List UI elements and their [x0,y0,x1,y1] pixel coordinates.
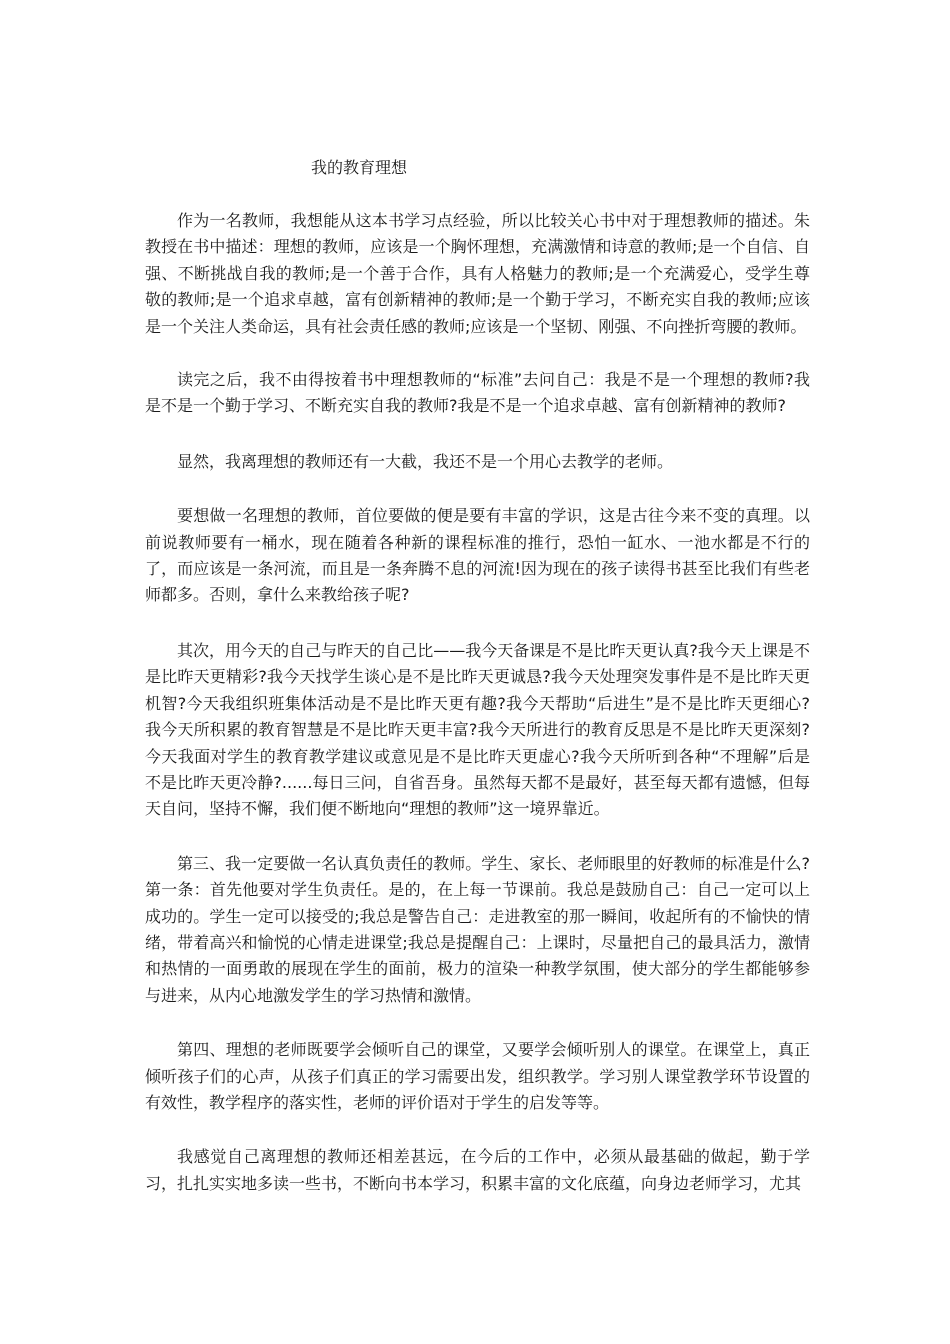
document-body [145,208,810,1225]
paragraph: 其次，用今天的自己与昨天的自己比——我今天备课是不是比昨天更认真?我今天上课是不是比昨天更精彩?我今天找学生谈心是不是比昨天更诚恳?我今天处理突发事件是不是比昨天更机智?今天我组织班集体活动是不是比昨天更有趣?我今天帮助“后进生”是不是比昨天更细心?我今天所积累的教育智慧是不是比昨天更丰富?我今天所进行的教育反思是不是比昨天更深刻?今天我面对学生的教育教学建议或意见是不是比昨天更虚心?我今天所听到各种“不理解”后是不是比昨天更冷静?......每日三问，自省吾身。虽然每天都不是最好，甚至每天都有遗憾，但每天自问，坚持不懈，我们便不断地向“理想的教师”这一境界靠近。 [145,640,810,819]
paragraph: 显然，我离理想的教师还有一大截，我还不是一个用心去教学的老师。 [177,451,674,471]
paragraph: 我感觉自己离理想的教师还相差甚远，在今后的工作中，必须从最基础的做起，勤于学习，扎扎实实地多读一些书，不断向书本学习，积累丰富的文化底蕴，向身边老师学习，尤其 [145,1147,810,1193]
document-title: 我的教育理想 [311,158,408,177]
paragraph: 第四、理想的老师既要学会倾听自己的课堂，又要学会倾听别人的课堂。在课堂上，真正倾听孩子们的心声，从孩子们真正的学习需要出发，组织教学。学习别人课堂教学环节设置的有效性，教学程序的落实性，老师的评价语对于学生的启发等等。 [145,1040,810,1112]
paragraph: 读完之后，我不由得按着书中理想教师的“标准”去问自己：我是不是一个理想的教师?我是不是一个勤于学习、不断充实自我的教师?我是不是一个追求卓越、富有创新精神的教师? [145,370,810,416]
paragraph: 作为一名教师，我想能从这本书学习点经验，所以比较关心书中对于理想教师的描述。朱教授在书中描述：理想的教师，应该是一个胸怀理想，充满激情和诗意的教师;是一个自信、自强、不断挑战自我的教师;是一个善于合作，具有人格魅力的教师;是一个充满爱心，受学生尊敬的教师;是一个追求卓越，富有创新精神的教师;是一个勤于学习，不断充实自我的教师;应该是一个关注人类命运，具有社会责任感的教师;应该是一个坚韧、刚强、不向挫折弯腰的教师。 [145,211,810,336]
paragraph: 第三、我一定要做一名认真负责任的教师。学生、家长、老师眼里的好教师的标准是什么?第一条：首先他要对学生负责任。是的，在上每一节课前。我总是鼓励自己：自己一定可以上成功的。学生一定可以接受的;我总是警告自己：走进教室的那一瞬间，收起所有的不愉快的情绪，带着高兴和愉悦的心情走进课堂;我总是提醒自己：上课时，尽量把自己的最具活力，激情和热情的一面勇敢的展现在学生的面前，极力的渲染一种教学氛围，使大部分的学生都能够参与进来，从内心地激发学生的学习热情和激情。 [145,853,810,1005]
paragraph: 要想做一名理想的教师，首位要做的便是要有丰富的学识，这是古往今来不变的真理。以前说教师要有一桶水，现在随着各种新的课程标准的推行，恐怕一缸水、一池水都是不行的了，而应该是一条河流，而且是一条奔腾不息的河流!因为现在的孩子读得书甚至比我们有些老师都多。否则，拿什么来教给孩子呢? [145,506,810,605]
